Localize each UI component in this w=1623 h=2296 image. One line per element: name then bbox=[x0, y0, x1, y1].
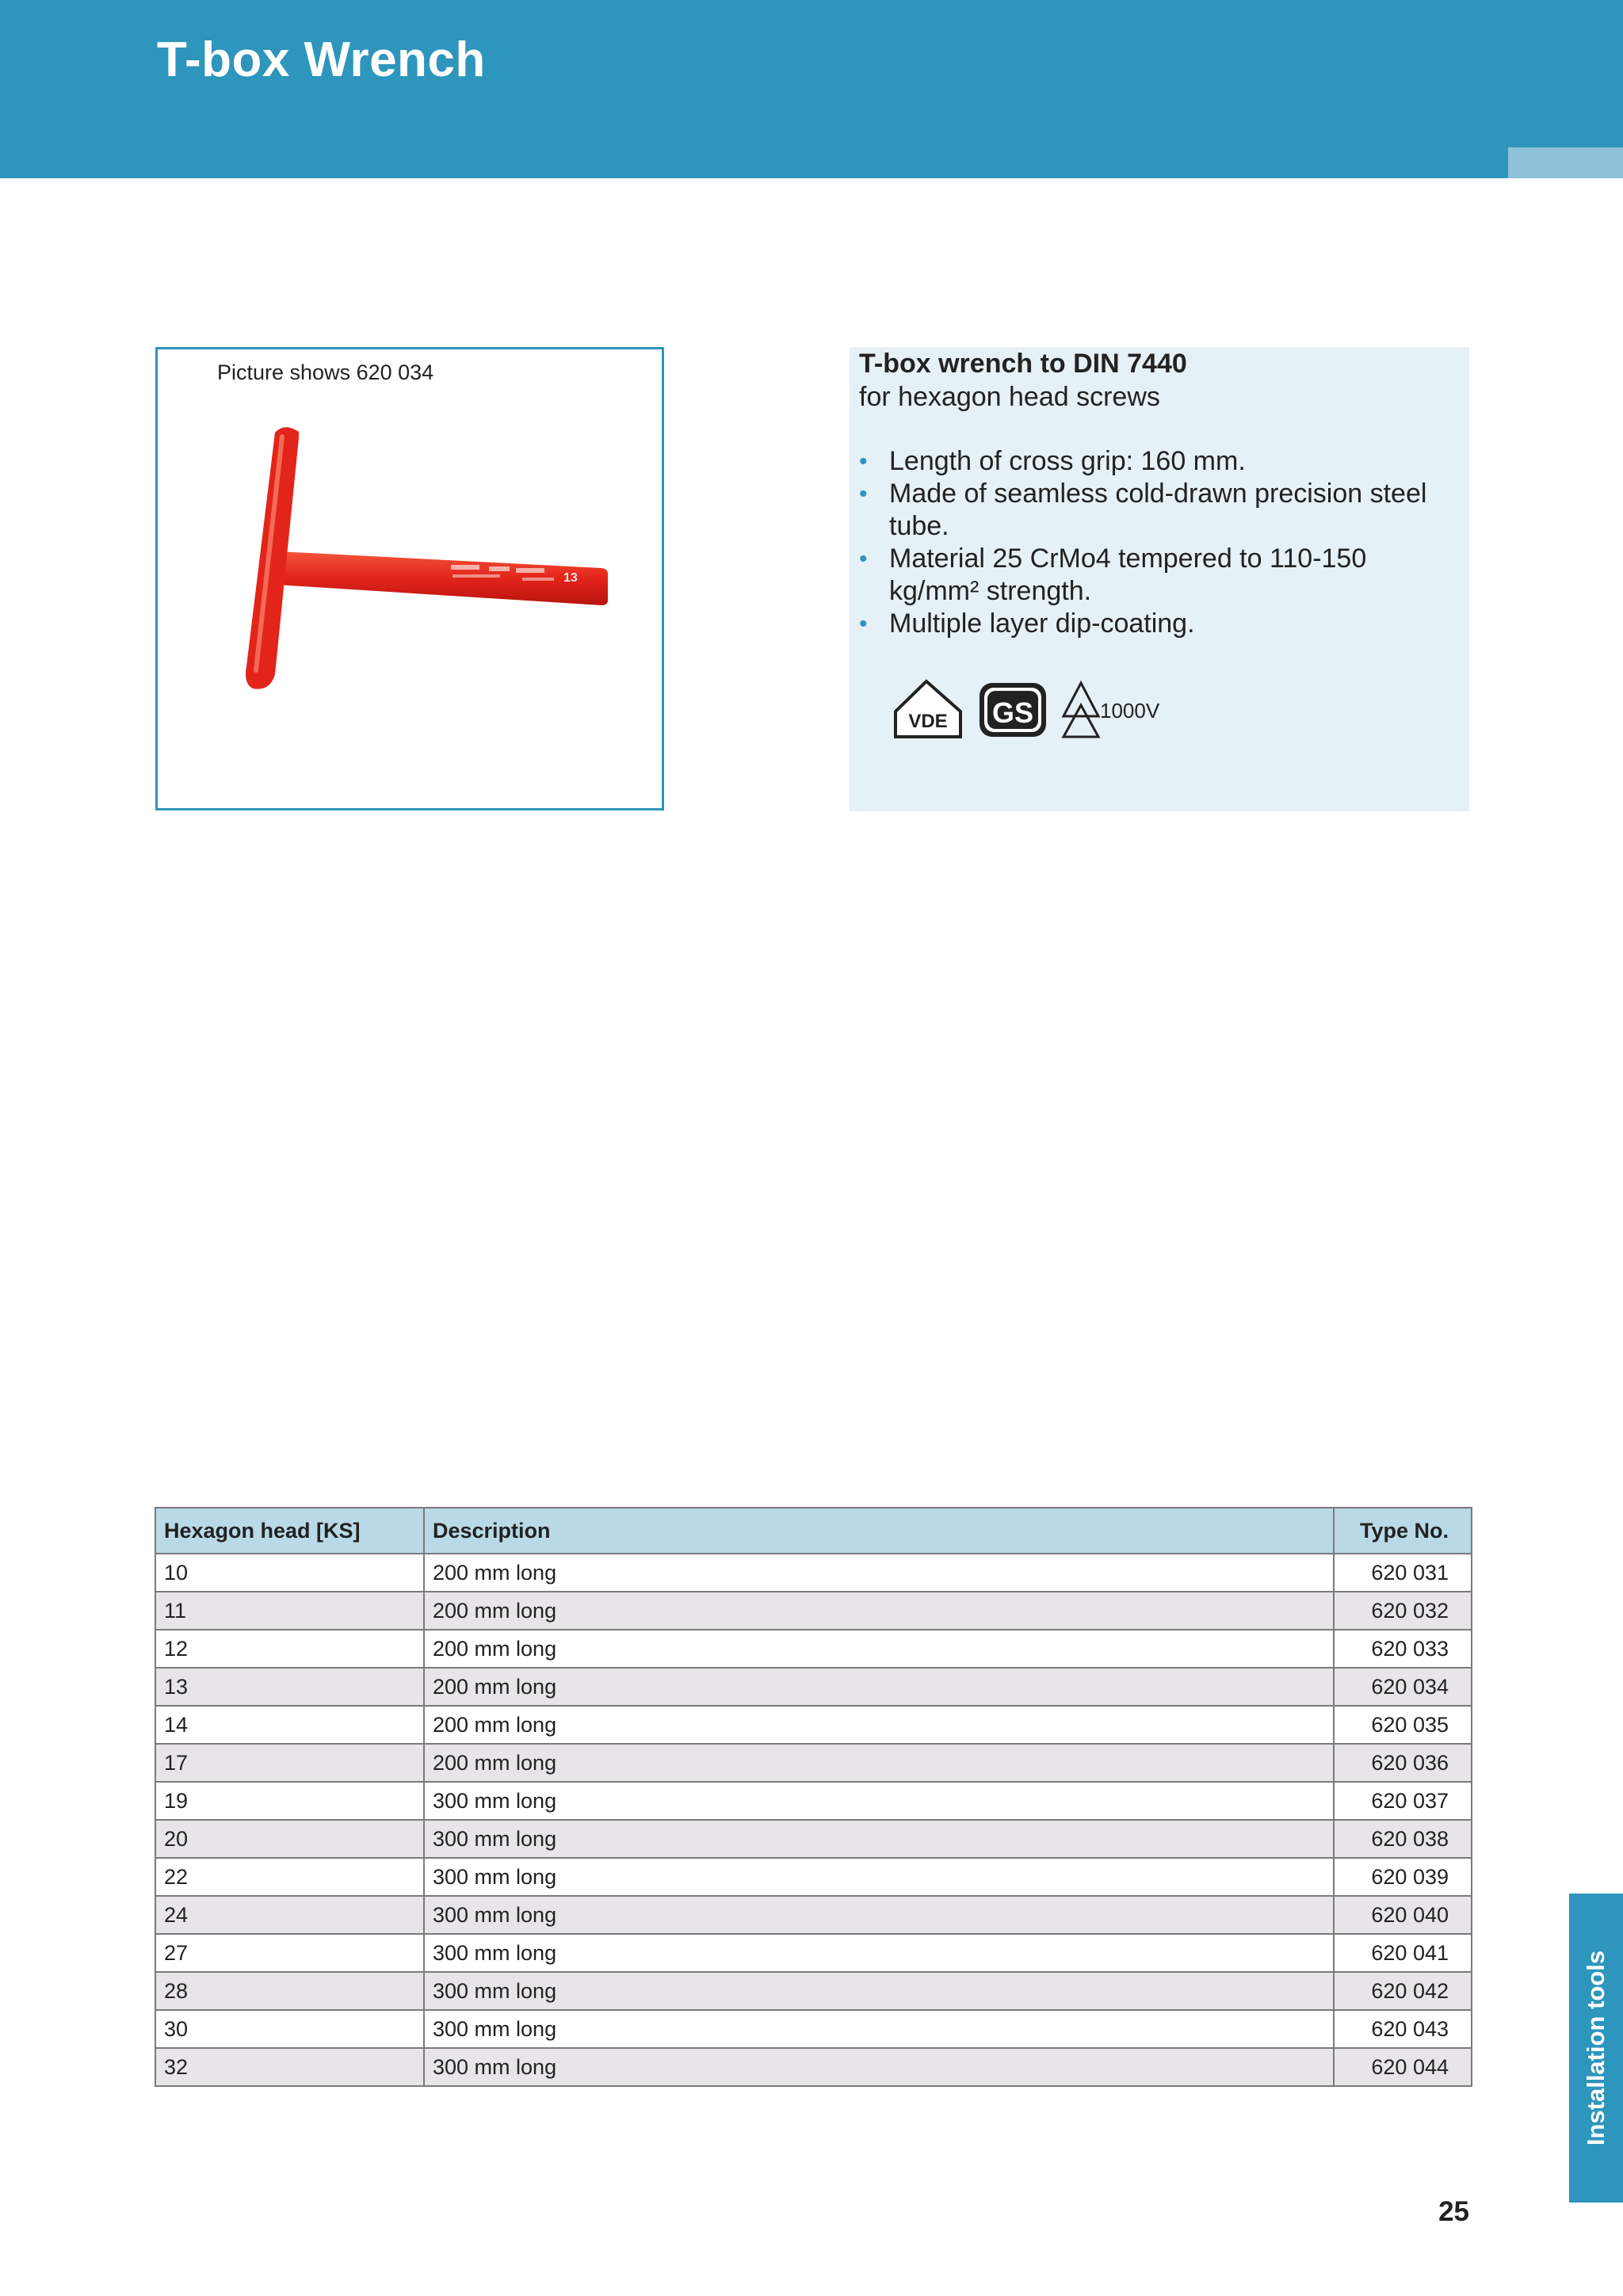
cell-type-no: 620 031 bbox=[1334, 1554, 1472, 1592]
page-title: T-box Wrench bbox=[157, 32, 486, 87]
svg-text:VDE: VDE bbox=[908, 711, 948, 732]
column-header-type-no: Type No. bbox=[1334, 1508, 1472, 1554]
bullet-icon: • bbox=[859, 546, 868, 572]
bullet-icon: • bbox=[859, 448, 868, 475]
gs-mark-icon bbox=[980, 683, 1046, 737]
feature-item: • Made of seamless cold-drawn precision steel tube. bbox=[859, 479, 1427, 541]
product-table bbox=[155, 1507, 1472, 2087]
bullet-icon: • bbox=[859, 611, 868, 637]
cell-type-no: 620 040 bbox=[1334, 1896, 1472, 1934]
cell-hexagon-head: 24 bbox=[155, 1896, 424, 1934]
table-row bbox=[155, 1820, 1472, 1858]
vde-mark-icon bbox=[896, 681, 960, 737]
cell-description: 300 mm long bbox=[424, 1782, 1334, 1820]
feature-list bbox=[859, 445, 1461, 640]
table-row bbox=[155, 1858, 1472, 1896]
wrench-size-marking: 13 bbox=[563, 571, 578, 585]
cell-hexagon-head: 30 bbox=[155, 2010, 424, 2048]
cell-description: 200 mm long bbox=[424, 1592, 1334, 1630]
cell-description: 300 mm long bbox=[424, 1934, 1334, 1972]
cell-hexagon-head: 11 bbox=[155, 1592, 424, 1630]
header-accent-bar bbox=[1508, 147, 1623, 178]
cell-description: 200 mm long bbox=[424, 1744, 1334, 1782]
product-table-wrapper bbox=[155, 1507, 1471, 2087]
cell-hexagon-head: 13 bbox=[155, 1668, 424, 1706]
cell-type-no: 620 033 bbox=[1334, 1630, 1472, 1668]
column-header-description: Description bbox=[424, 1508, 1334, 1554]
cell-type-no: 620 038 bbox=[1334, 1820, 1472, 1858]
table-row bbox=[155, 2048, 1472, 2086]
cell-description: 200 mm long bbox=[424, 1554, 1334, 1592]
svg-text:1000V: 1000V bbox=[1100, 699, 1160, 723]
table-row bbox=[155, 1592, 1472, 1630]
cell-hexagon-head: 17 bbox=[155, 1744, 424, 1782]
product-title: T-box wrench to DIN 7440 bbox=[859, 349, 1187, 379]
table-row bbox=[155, 1896, 1472, 1934]
cell-hexagon-head: 27 bbox=[155, 1934, 424, 1972]
certification-marks bbox=[891, 678, 1208, 749]
cell-hexagon-head: 22 bbox=[155, 1858, 424, 1896]
t-box-wrench-image bbox=[158, 349, 662, 808]
cell-type-no: 620 043 bbox=[1334, 2010, 1472, 2048]
page-header bbox=[0, 0, 1623, 178]
cell-hexagon-head: 32 bbox=[155, 2048, 424, 2086]
cell-hexagon-head: 12 bbox=[155, 1630, 424, 1668]
bullet-icon: • bbox=[859, 481, 868, 507]
cell-description: 300 mm long bbox=[424, 1896, 1334, 1934]
cell-description: 300 mm long bbox=[424, 1820, 1334, 1858]
cell-hexagon-head: 19 bbox=[155, 1782, 424, 1820]
cell-description: 300 mm long bbox=[424, 2048, 1334, 2086]
cell-hexagon-head: 14 bbox=[155, 1706, 424, 1744]
table-row bbox=[155, 1744, 1472, 1782]
product-picture-box bbox=[155, 347, 664, 810]
table-row bbox=[155, 1630, 1472, 1668]
cell-hexagon-head: 20 bbox=[155, 1820, 424, 1858]
voltage-rating-mark-icon bbox=[1064, 683, 1160, 737]
svg-text:GS: GS bbox=[991, 696, 1034, 729]
column-header-hexagon-head: Hexagon head [KS] bbox=[155, 1508, 424, 1554]
picture-caption: Picture shows 620 034 bbox=[217, 360, 434, 384]
table-row bbox=[155, 1782, 1472, 1820]
cell-description: 200 mm long bbox=[424, 1630, 1334, 1668]
cell-type-no: 620 032 bbox=[1334, 1592, 1472, 1630]
cell-hexagon-head: 28 bbox=[155, 1972, 424, 2010]
cell-hexagon-head: 10 bbox=[155, 1554, 424, 1592]
page-number: 25 bbox=[1438, 2196, 1469, 2227]
feature-item: • Material 25 CrMo4 tempered to 110-150 kg/mm² strength. bbox=[859, 543, 1367, 606]
cell-description: 300 mm long bbox=[424, 1858, 1334, 1896]
cell-type-no: 620 036 bbox=[1334, 1744, 1472, 1782]
table-header-row bbox=[155, 1508, 1472, 1554]
table-row bbox=[155, 1934, 1472, 1972]
cell-type-no: 620 041 bbox=[1334, 1934, 1472, 1972]
section-side-tab-label: Installation tools bbox=[1582, 1950, 1610, 2146]
product-subtitle: for hexagon head screws bbox=[859, 382, 1160, 412]
product-info-box bbox=[850, 347, 1469, 811]
cell-description: 300 mm long bbox=[424, 2010, 1334, 2048]
section-side-tab bbox=[1569, 1894, 1623, 2203]
table-row bbox=[155, 2010, 1472, 2048]
cell-type-no: 620 034 bbox=[1334, 1668, 1472, 1706]
cell-type-no: 620 042 bbox=[1334, 1972, 1472, 2010]
cell-type-no: 620 044 bbox=[1334, 2048, 1472, 2086]
feature-item: • Length of cross grip: 160 mm. bbox=[859, 446, 1246, 476]
cell-description: 200 mm long bbox=[424, 1668, 1334, 1706]
feature-item: • Multiple layer dip-coating. bbox=[859, 608, 1195, 639]
cell-type-no: 620 039 bbox=[1334, 1858, 1472, 1896]
table-row bbox=[155, 1554, 1472, 1592]
table-row bbox=[155, 1706, 1472, 1744]
cell-type-no: 620 037 bbox=[1334, 1782, 1472, 1820]
table-row bbox=[155, 1972, 1472, 2010]
table-row bbox=[155, 1668, 1472, 1706]
cell-description: 300 mm long bbox=[424, 1972, 1334, 2010]
cell-type-no: 620 035 bbox=[1334, 1706, 1472, 1744]
cell-description: 200 mm long bbox=[424, 1706, 1334, 1744]
